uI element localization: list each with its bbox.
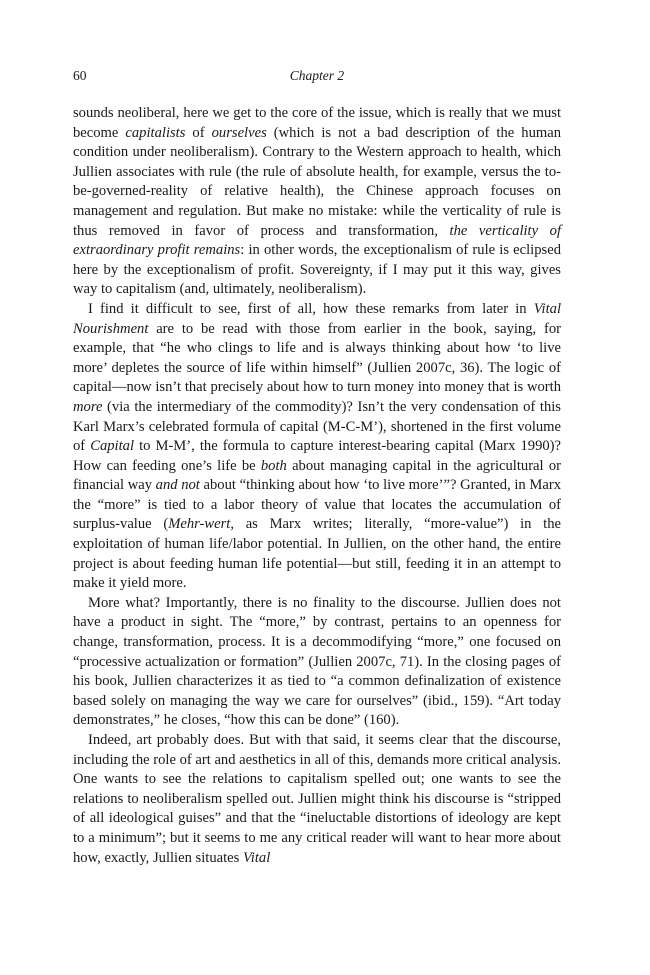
text-run: I find it difficult to see, first of all, how these remarks from later in (88, 300, 534, 317)
text-run: to M-M’, the formula to capture interest-bearing capital (Marx 1990)? How can feeding one’s life be (73, 438, 562, 474)
text-run: (which is not a bad description of the human condition under neoliberalism). Contrary to the Western approach to health, which Jullien associates with rule (the rule of absolute health, for example, versus the to-be-governed-reality of relative health), the Chinese approach focuses on management and regulation. But make no mistake: while the verticality of rule is thus removed in favor of process and transformation, (73, 124, 561, 239)
text-run: (via the intermediary of the commodity)? Isn’t the very condensation of this Karl Marx’s celebrated formula of capital (M-C-M’), shortened in the first volume of (73, 398, 561, 455)
text-run: are to be read with those from earlier in the book, saying, for example, that “he who clings to life and is always thinking about how ‘to live more’ depletes the source of life within himself” (Jullien 2007c, 36). The logic of capital—now isn’t that precisely about how to turn money into money that is worth (73, 320, 561, 396)
text-run: Indeed, art probably does. But with that said, it seems clear that the discourse, including the role of art and aesthetics in all of this, demands more critical analysis. One wants to see the relations to capitalism spelled out; one wants to see the relations to neoliberalism spelled out. Jullien might think his discourse is “stripped of all ideological guises” and that the “ineluctable distortions of ideology are kept to a minimum”; but it seems to me any critical reader will want to hear more about how, exactly, Jullien situates (73, 732, 561, 866)
running-head (73, 66, 561, 86)
text-run: of (185, 124, 212, 141)
paragraph (73, 594, 561, 731)
italic-text-run: the verticality of extraordinary profit remains (73, 222, 561, 259)
italic-text-run: more (73, 398, 103, 415)
italic-text-run: and not (155, 477, 200, 494)
text-run: about managing capital in the agricultural or financial way (73, 457, 561, 494)
chapter-title: Chapter 2 (289, 68, 345, 83)
text-run: about “thinking about how ‘to live more’”? Granted, in Marx the “more” is tied to a labor theory of value that locates the accumulation of surplus-value ( (73, 477, 561, 533)
italic-text-run: ourselves (211, 124, 267, 141)
paragraph (73, 104, 561, 300)
italic-text-run: Capital (90, 438, 135, 455)
text-run: More what? Importantly, there is no finality to the discourse. Jullien does not have a product in sight. The “more,” by contrast, pertains to an openness for change, transformation, process. It is a decommodifying “more,” one focused on “processive actualization or formation” (Jullien 2007c, 71). In the closing pages of his book, Jullien characterizes it as tied to “a common definalization of existence based solely on managing the way we care for ourselves” (ibid., 159). “Art today demonstrates,” he closes, “how this can be done” (160). (73, 594, 561, 729)
text-run: : in other words, the exceptionalism of rule is eclipsed here by the exceptionalism of profit. Sovereignty, if I may put it this way, gives way to capitalism (and, ultimately, neoliberalism). (73, 242, 561, 298)
italic-text-run: Mehr-wert (168, 516, 231, 533)
body-text (73, 104, 561, 868)
page-number: 60 (73, 68, 87, 83)
text-run: sounds neoliberal, here we get to the core of the issue, which is really that we must become (73, 105, 561, 141)
italic-text-run: capitalists (125, 124, 186, 141)
italic-text-run: both (260, 457, 287, 474)
italic-text-run: Vital Nourishment (73, 300, 561, 337)
italic-text-run: Vital (242, 849, 271, 866)
paragraph (73, 300, 561, 594)
text-run: , as Marx writes; literally, “more-value”) in the exploitation of human life/labor potential. In Jullien, on the other hand, the entire project is about feeding human life potential—but still, feeding it in an attempt to make it yield more. (73, 516, 561, 592)
paragraph (73, 731, 561, 868)
book-page (73, 66, 561, 868)
